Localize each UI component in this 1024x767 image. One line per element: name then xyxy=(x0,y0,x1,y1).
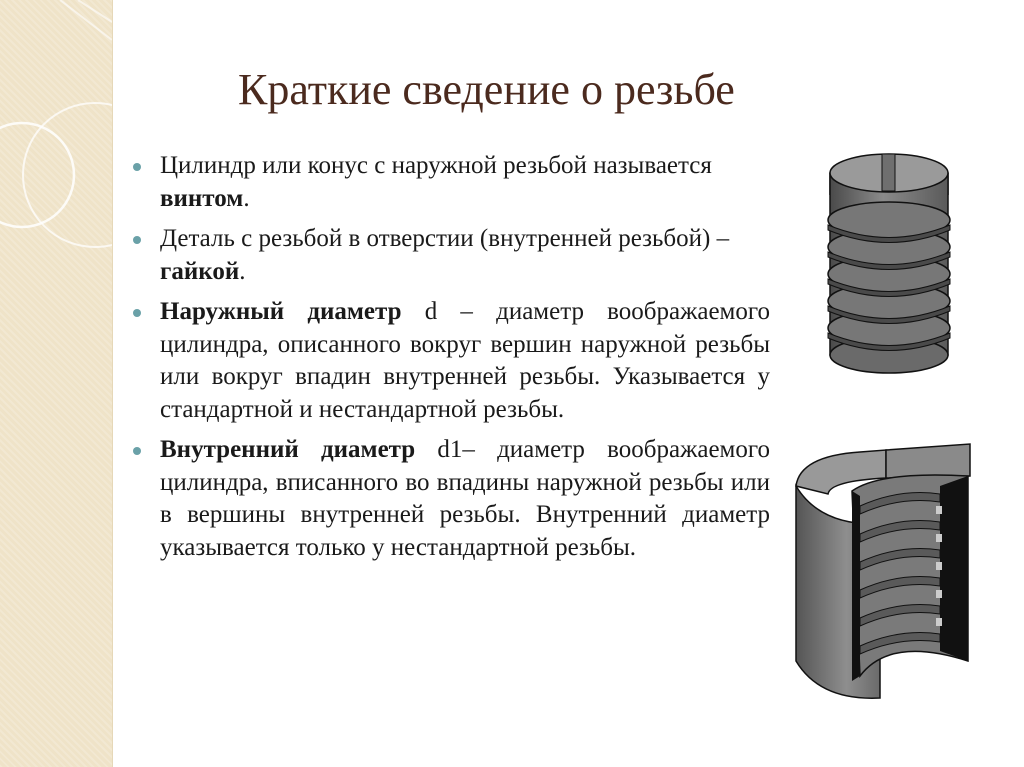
list-item xyxy=(130,150,770,215)
bullet-list xyxy=(130,150,770,572)
decorative-circles-icon xyxy=(0,0,112,767)
list-item-text: d – диаметр воображаемого цилиндра, описанного вокруг вершин наружной резьбы или вокруг впадин внутренней резьбы. Указывается у стандартной и нестандартной резьбы. xyxy=(160,298,770,423)
list-item-text: d1– диаметр воображаемого цилиндра, вписанного во впадины наружной резьбы или в вершины внутренней резьбы. Внутренний диаметр указывается только у нестандартной резьбы. xyxy=(160,436,770,561)
list-item xyxy=(130,434,770,564)
list-item-term: Внутренний диаметр xyxy=(160,436,416,463)
list-item xyxy=(130,296,770,426)
list-item xyxy=(130,223,770,288)
bullet-dot-icon xyxy=(133,447,141,455)
slide-title: Краткие сведение о резьбе xyxy=(238,65,735,114)
list-item-term: гайкой xyxy=(160,257,240,285)
list-item-text: . xyxy=(243,184,250,212)
bullet-dot-icon xyxy=(133,163,141,171)
list-item-term: Наружный диаметр xyxy=(160,298,402,325)
list-item-text: Цилиндр или конус с наружной резьбой называется xyxy=(160,152,712,179)
decorative-sidebar xyxy=(0,0,113,767)
screw-illustration xyxy=(820,148,960,380)
list-item-text: . xyxy=(239,257,246,285)
list-item-term: винтом xyxy=(160,184,244,212)
bullet-dot-icon xyxy=(133,236,141,244)
bullet-dot-icon xyxy=(133,309,141,317)
list-item-text: Деталь с резьбой в отверстии (внутренней резьбой) – xyxy=(160,225,730,252)
nut-illustration xyxy=(790,436,980,706)
